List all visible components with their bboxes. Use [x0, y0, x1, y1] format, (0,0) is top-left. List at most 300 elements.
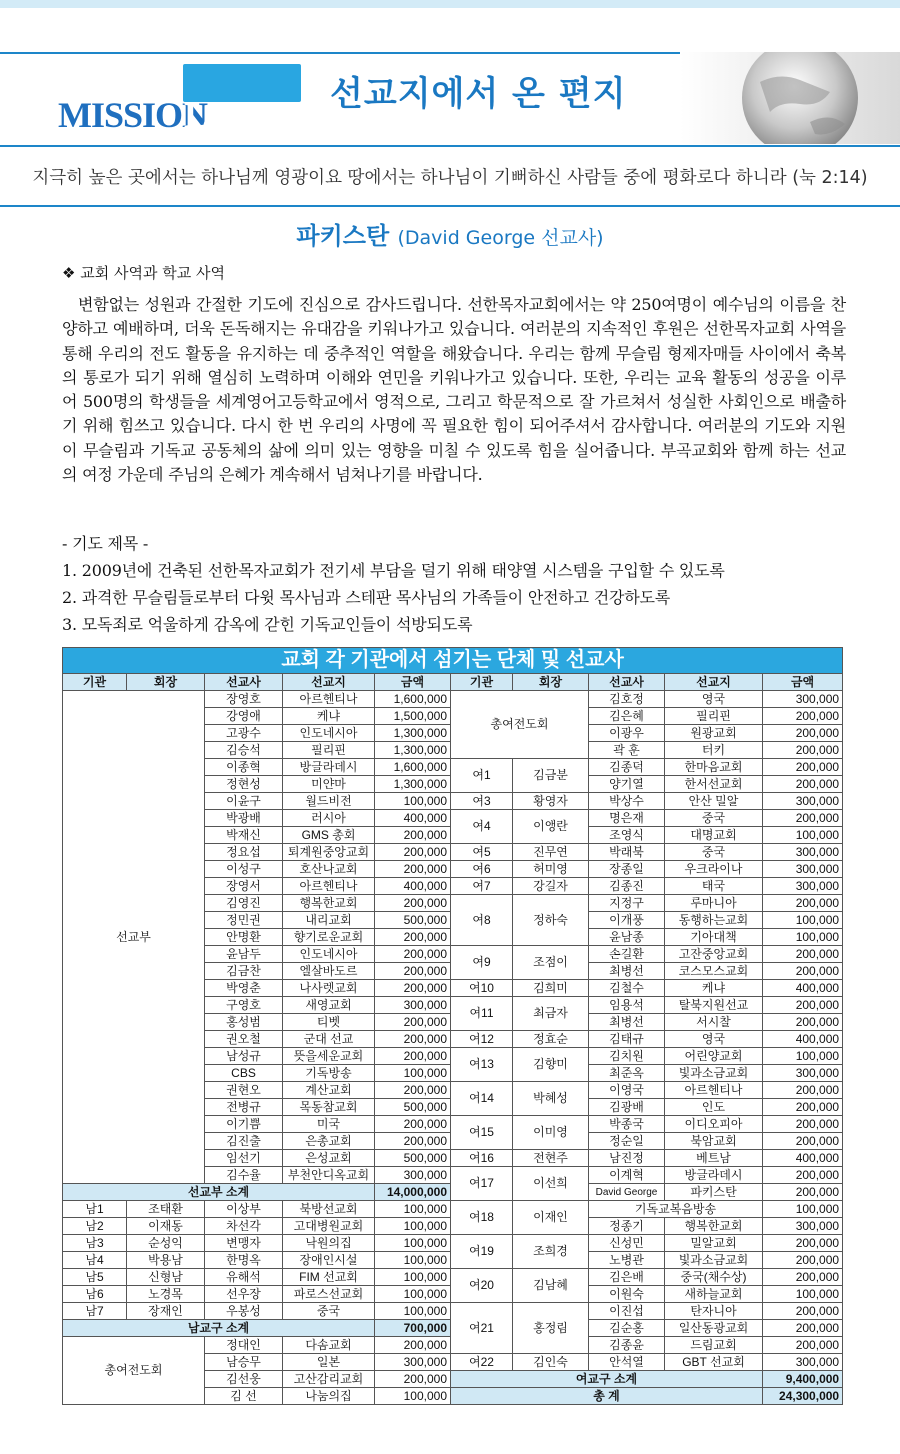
chair-cell: 황영자 [513, 793, 589, 810]
chair-cell: 정하숙 [513, 895, 589, 946]
field-cell: 서시찰 [665, 1014, 763, 1031]
chair-cell: 이재동 [127, 1218, 205, 1235]
field-cell: 한마음교회 [665, 759, 763, 776]
missionary-cell: 이윤구 [205, 793, 283, 810]
amount-cell: 200,000 [763, 1014, 843, 1031]
subtotal-label: 여교구 소계 [451, 1371, 763, 1388]
missionary-cell: 임선기 [205, 1150, 283, 1167]
missionary-cell: 윤남두 [205, 946, 283, 963]
field-cell: 방글라데시 [283, 759, 375, 776]
field-cell: 영국 [665, 1031, 763, 1048]
field-cell: 부천안디옥교회 [283, 1167, 375, 1184]
field-cell: 향기로운교회 [283, 929, 375, 946]
amount-cell: 200,000 [375, 1371, 451, 1388]
amount-cell: 200,000 [763, 946, 843, 963]
amount-cell: 200,000 [763, 810, 843, 827]
table-row [63, 1303, 843, 1320]
missionary-cell: 지정구 [589, 895, 665, 912]
amount-cell: 300,000 [375, 1354, 451, 1371]
missionary-cell: 장영호 [205, 691, 283, 708]
subtotal-amount: 700,000 [375, 1320, 451, 1337]
amount-cell: 200,000 [375, 861, 451, 878]
field-cell: 티벳 [283, 1014, 375, 1031]
missionary-cell: 최병선 [589, 1014, 665, 1031]
amount-cell: 200,000 [763, 1337, 843, 1354]
field-cell: 러시아 [283, 810, 375, 827]
amount-cell: 100,000 [763, 929, 843, 946]
amount-cell: 200,000 [375, 1082, 451, 1099]
amount-cell: 200,000 [375, 1031, 451, 1048]
prayer-item: 2. 과격한 무슬림들로부터 다윗 목사님과 스테판 목사님의 가족들이 안전하고 건강하도록 [62, 588, 671, 607]
missionary-cell: 김태규 [589, 1031, 665, 1048]
missionary-cell: 이진섭 [589, 1303, 665, 1320]
amount-cell: 200,000 [375, 1133, 451, 1150]
amount-cell: 400,000 [763, 1150, 843, 1167]
amount-cell: 300,000 [375, 1167, 451, 1184]
chair-cell: 박용남 [127, 1252, 205, 1269]
chair-cell: 강길자 [513, 878, 589, 895]
amount-cell: 1,500,000 [375, 708, 451, 725]
amount-cell: 300,000 [763, 1354, 843, 1371]
amount-cell: 100,000 [375, 1269, 451, 1286]
org-cell: 여22 [451, 1354, 513, 1371]
chair-cell: 김향미 [513, 1048, 589, 1082]
chair-cell: 박혜성 [513, 1082, 589, 1116]
field-cell: 밀알교회 [665, 1235, 763, 1252]
field-cell: 고대병원교회 [283, 1218, 375, 1235]
missionary-cell: 이종혁 [205, 759, 283, 776]
missionary-cell: 김은배 [589, 1269, 665, 1286]
field-cell: 엘살바도르 [283, 963, 375, 980]
field-cell: 낙원의집 [283, 1235, 375, 1252]
org-cell: 여18 [451, 1201, 513, 1235]
missionary-cell: 박상수 [589, 793, 665, 810]
missionary-cell: 김 선 [205, 1388, 283, 1405]
chair-cell: 신형남 [127, 1269, 205, 1286]
support-table [62, 647, 843, 1405]
amount-cell: 1,300,000 [375, 742, 451, 759]
table-caption-row [63, 648, 843, 674]
missionary-cell: 정종기 [589, 1218, 665, 1235]
chair-cell: 이앵란 [513, 810, 589, 844]
missionary-cell: 김순홍 [589, 1320, 665, 1337]
missionary-cell: 구영호 [205, 997, 283, 1014]
column-header: 선교지 [283, 674, 375, 691]
field-cell: 대명교회 [665, 827, 763, 844]
org-cell: 여8 [451, 895, 513, 946]
field-cell: 어린양교회 [665, 1048, 763, 1065]
total-label: 총 계 [451, 1388, 763, 1405]
amount-cell: 100,000 [375, 1218, 451, 1235]
org-cell: 여17 [451, 1167, 513, 1201]
column-header: 선교사 [589, 674, 665, 691]
missionary-cell: 양기열 [589, 776, 665, 793]
amount-cell: 200,000 [375, 1048, 451, 1065]
missionary-cell: 남성규 [205, 1048, 283, 1065]
field-cell: 기독방송 [283, 1065, 375, 1082]
table-row [63, 1269, 843, 1286]
field-cell: 루마니아 [665, 895, 763, 912]
org-cell: 남2 [63, 1218, 127, 1235]
amount-cell: 100,000 [375, 1235, 451, 1252]
missionary-cell: 김선웅 [205, 1371, 283, 1388]
amount-cell: 1,600,000 [375, 759, 451, 776]
amount-cell: 300,000 [763, 691, 843, 708]
field-cell: 나눔의집 [283, 1388, 375, 1405]
amount-cell: 300,000 [763, 1065, 843, 1082]
org-cell: 여9 [451, 946, 513, 980]
field-cell: 빛과소금교회 [665, 1252, 763, 1269]
amount-cell: 200,000 [375, 963, 451, 980]
field-cell: 기아대책 [665, 929, 763, 946]
field-cell: 원광교회 [665, 725, 763, 742]
column-header: 금액 [763, 674, 843, 691]
field-cell: 내리교회 [283, 912, 375, 929]
column-header: 기관 [63, 674, 127, 691]
missionary-cell: 김승석 [205, 742, 283, 759]
missionary-cell: 변맹자 [205, 1235, 283, 1252]
field-cell: 케냐 [283, 708, 375, 725]
missionary-cell: 박광배 [205, 810, 283, 827]
field-cell: GMS 총회 [283, 827, 375, 844]
top-band [0, 0, 900, 8]
missionary-cell: 정현성 [205, 776, 283, 793]
missionary-cell: 김종덕 [589, 759, 665, 776]
amount-cell: 300,000 [763, 1218, 843, 1235]
column-header: 선교사 [205, 674, 283, 691]
missionary-cell: 유해석 [205, 1269, 283, 1286]
chair-cell: 김금분 [513, 759, 589, 793]
field-cell: 동행하는교회 [665, 912, 763, 929]
field-cell: 중국(채수상) [665, 1269, 763, 1286]
amount-cell: 300,000 [763, 844, 843, 861]
missionary-cell: 김은혜 [589, 708, 665, 725]
missionary-cell: 김광배 [589, 1099, 665, 1116]
field-cell: GBT 선교회 [665, 1354, 763, 1371]
missionary-cell: 안명환 [205, 929, 283, 946]
chair-cell: 이재인 [513, 1201, 589, 1235]
org-cell: 여19 [451, 1235, 513, 1269]
amount-cell: 200,000 [375, 1116, 451, 1133]
amount-cell: 100,000 [763, 1201, 843, 1218]
chair-cell: 이선희 [513, 1167, 589, 1201]
field-cell: 아르헨티나 [665, 1082, 763, 1099]
field-cell: 행복한교회 [283, 895, 375, 912]
field-cell: 필리핀 [283, 742, 375, 759]
missionary-cell: 이계혁 [589, 1167, 665, 1184]
amount-cell: 200,000 [763, 742, 843, 759]
chair-cell: 조태환 [127, 1201, 205, 1218]
missionary-cell: 노병관 [589, 1252, 665, 1269]
amount-cell: 200,000 [375, 1337, 451, 1354]
chair-cell: 허미영 [513, 861, 589, 878]
amount-cell: 100,000 [763, 827, 843, 844]
missionary-cell: 김종진 [589, 878, 665, 895]
amount-cell: 200,000 [763, 1252, 843, 1269]
missionary-cell: 남승무 [205, 1354, 283, 1371]
prayer-item: 1. 2009년에 건축된 선한목자교회가 전기세 부담을 덜기 위해 태양열 시스템을 구입할 수 있도록 [62, 561, 725, 580]
amount-cell: 200,000 [763, 725, 843, 742]
subtotal-label: 선교부 소계 [63, 1184, 375, 1201]
total-amount: 24,300,000 [763, 1388, 843, 1405]
amount-cell: 200,000 [375, 827, 451, 844]
country-heading [0, 216, 900, 251]
amount-cell: 200,000 [763, 1184, 843, 1201]
chair-cell: 노경목 [127, 1286, 205, 1303]
globe-image [680, 52, 900, 144]
amount-cell: 100,000 [375, 1065, 451, 1082]
missionary-cell: 신성민 [589, 1235, 665, 1252]
amount-cell: 400,000 [375, 878, 451, 895]
table-row [63, 1235, 843, 1252]
amount-cell: 300,000 [763, 878, 843, 895]
chair-cell: 정효순 [513, 1031, 589, 1048]
missionary-cell: 전병규 [205, 1099, 283, 1116]
org-cell: 남7 [63, 1303, 127, 1320]
org-cell: 여7 [451, 878, 513, 895]
chair-cell: 김남혜 [513, 1269, 589, 1303]
field-cell: 안산 밀알 [665, 793, 763, 810]
field-cell: 군대 선교 [283, 1031, 375, 1048]
field-cell: 퇴계원중앙교회 [283, 844, 375, 861]
field-cell: 호산나교회 [283, 861, 375, 878]
missionary-cell: 명은재 [589, 810, 665, 827]
amount-cell: 500,000 [375, 1099, 451, 1116]
missionary-cell: 박래북 [589, 844, 665, 861]
field-cell: 기독교복음방송 [589, 1201, 763, 1218]
field-cell: 은성교회 [283, 1150, 375, 1167]
field-cell: 파로스선교회 [283, 1286, 375, 1303]
field-cell: 필리핀 [665, 708, 763, 725]
page-title: 선교지에서 온 편지 [330, 74, 627, 114]
org-cell: 여5 [451, 844, 513, 861]
amount-cell: 200,000 [375, 1014, 451, 1031]
amount-cell: 200,000 [375, 980, 451, 997]
chair-cell: 순성익 [127, 1235, 205, 1252]
missionary-cell: 조영식 [589, 827, 665, 844]
missionary-cell: 한명옥 [205, 1252, 283, 1269]
chair-cell: 전현주 [513, 1150, 589, 1167]
field-cell: 방글라데시 [665, 1167, 763, 1184]
amount-cell: 500,000 [375, 1150, 451, 1167]
missionary-cell: 김호정 [589, 691, 665, 708]
amount-cell: 1,300,000 [375, 776, 451, 793]
org-cell: 여1 [451, 759, 513, 793]
missionary-cell: 안석열 [589, 1354, 665, 1371]
amount-cell: 200,000 [763, 1303, 843, 1320]
org-cell: 남3 [63, 1235, 127, 1252]
field-cell: 다솜교회 [283, 1337, 375, 1354]
org-cell: 여6 [451, 861, 513, 878]
amount-cell: 400,000 [763, 980, 843, 997]
field-cell: 이디오피아 [665, 1116, 763, 1133]
field-cell: 은총교회 [283, 1133, 375, 1150]
subtotal-amount: 14,000,000 [375, 1184, 451, 1201]
missionary-cell: 장영서 [205, 878, 283, 895]
amount-cell: 200,000 [375, 946, 451, 963]
column-header: 선교지 [665, 674, 763, 691]
chair-cell: 최금자 [513, 997, 589, 1031]
field-cell: 파키스탄 [665, 1184, 763, 1201]
missionary-cell: 고광수 [205, 725, 283, 742]
org-cell: 여3 [451, 793, 513, 810]
field-cell: 터키 [665, 742, 763, 759]
missionary-cell: 정민권 [205, 912, 283, 929]
amount-cell: 1,300,000 [375, 725, 451, 742]
missionary-cell: 이성구 [205, 861, 283, 878]
prayer-item: 3. 모독죄로 억울하게 감옥에 갇힌 기독교인들이 석방되도록 [62, 615, 473, 634]
missionary-cell: 차선각 [205, 1218, 283, 1235]
field-cell: 월드비전 [283, 793, 375, 810]
missionary-cell: 이원숙 [589, 1286, 665, 1303]
amount-cell: 300,000 [375, 997, 451, 1014]
missionary-cell: 박재신 [205, 827, 283, 844]
org-cell: 여12 [451, 1031, 513, 1048]
missionary-cell: 김종윤 [589, 1337, 665, 1354]
amount-cell: 100,000 [375, 1388, 451, 1405]
missionary-cell: 김진출 [205, 1133, 283, 1150]
field-cell: 미얀마 [283, 776, 375, 793]
column-header: 회장 [127, 674, 205, 691]
amount-cell: 200,000 [375, 844, 451, 861]
field-cell: 빛과소금교회 [665, 1065, 763, 1082]
amount-cell: 200,000 [763, 1082, 843, 1099]
amount-cell: 200,000 [763, 963, 843, 980]
missionary-cell: 윤남종 [589, 929, 665, 946]
field-cell: FIM 선교회 [283, 1269, 375, 1286]
amount-cell: 1,600,000 [375, 691, 451, 708]
field-cell: 장애인시설 [283, 1252, 375, 1269]
amount-cell: 300,000 [763, 861, 843, 878]
missionary-cell: 이광우 [589, 725, 665, 742]
amount-cell: 100,000 [375, 1303, 451, 1320]
field-cell: 탄자니아 [665, 1303, 763, 1320]
field-cell: 한서선교회 [665, 776, 763, 793]
org-cell: 총여전도회 [451, 691, 589, 759]
field-cell: 고산감리교회 [283, 1371, 375, 1388]
missionary-cell: 임용석 [589, 997, 665, 1014]
field-cell: 인도 [665, 1099, 763, 1116]
column-header: 금액 [375, 674, 451, 691]
amount-cell: 100,000 [763, 1286, 843, 1303]
field-cell: 케냐 [665, 980, 763, 997]
chair-cell: 김인숙 [513, 1354, 589, 1371]
amount-cell: 200,000 [763, 1320, 843, 1337]
field-cell: 코스모스교회 [665, 963, 763, 980]
field-cell: 새영교회 [283, 997, 375, 1014]
amount-cell: 200,000 [375, 895, 451, 912]
field-cell: 중국 [665, 810, 763, 827]
org-cell: 남5 [63, 1269, 127, 1286]
amount-cell: 100,000 [763, 1048, 843, 1065]
field-cell: 영국 [665, 691, 763, 708]
amount-cell: 100,000 [375, 1286, 451, 1303]
amount-cell: 100,000 [763, 912, 843, 929]
amount-cell: 200,000 [763, 759, 843, 776]
amount-cell: 200,000 [763, 997, 843, 1014]
org-cell: 남6 [63, 1286, 127, 1303]
amount-cell: 400,000 [375, 810, 451, 827]
missionary-cell: 이기쁨 [205, 1116, 283, 1133]
missionary-cell: 박종국 [589, 1116, 665, 1133]
field-cell: 일본 [283, 1354, 375, 1371]
org-cell: 여11 [451, 997, 513, 1031]
amount-cell: 200,000 [763, 1269, 843, 1286]
field-cell: 드림교회 [665, 1337, 763, 1354]
missionary-cell: 권현오 [205, 1082, 283, 1099]
amount-cell: 200,000 [763, 1116, 843, 1133]
chair-cell: 홍정림 [513, 1303, 589, 1354]
section-title: ❖ 교회 사역과 학교 사역 [62, 264, 225, 282]
missionary-cell: 권오철 [205, 1031, 283, 1048]
field-cell: 행복한교회 [665, 1218, 763, 1235]
field-cell: 태국 [665, 878, 763, 895]
missionary-cell: 정대인 [205, 1337, 283, 1354]
logo-letter: LETTER [184, 95, 325, 135]
field-cell: 목동참교회 [283, 1099, 375, 1116]
org-cell: 여20 [451, 1269, 513, 1303]
missionary-cell: 선우장 [205, 1286, 283, 1303]
missionary-cell: 이상부 [205, 1201, 283, 1218]
amount-cell: 200,000 [763, 895, 843, 912]
missionary-cell: 박영춘 [205, 980, 283, 997]
missionary-cell: 최병선 [589, 963, 665, 980]
amount-cell: 200,000 [763, 1099, 843, 1116]
chair-cell: 조점이 [513, 946, 589, 980]
field-cell: 중국 [283, 1303, 375, 1320]
chair-cell: 이미영 [513, 1116, 589, 1150]
bible-verse: 지극히 높은 곳에서는 하나님께 영광이요 땅에서는 하나님이 기뻐하신 사람들 중에 평화로다 하니라 (눅 2:14) [0, 145, 900, 207]
missionary-cell: 김영진 [205, 895, 283, 912]
table-row [63, 691, 843, 708]
field-cell: 계산교회 [283, 1082, 375, 1099]
missionary-cell: 정요섭 [205, 844, 283, 861]
missionary-cell: 손길환 [589, 946, 665, 963]
column-header: 회장 [513, 674, 589, 691]
org-cell: 여10 [451, 980, 513, 997]
missionary-cell: 최준옥 [589, 1065, 665, 1082]
country-name: 파키스탄 [296, 222, 390, 250]
missionary-cell: CBS [205, 1065, 283, 1082]
amount-cell: 200,000 [763, 1235, 843, 1252]
field-cell: 북방선교회 [283, 1201, 375, 1218]
amount-cell: 200,000 [375, 929, 451, 946]
org-cell: 여16 [451, 1150, 513, 1167]
missionary-cell: 강영애 [205, 708, 283, 725]
field-cell: 고잔중앙교회 [665, 946, 763, 963]
amount-cell: 100,000 [375, 1252, 451, 1269]
amount-cell: 200,000 [763, 708, 843, 725]
missionary-cell: 홍성범 [205, 1014, 283, 1031]
org-cell: 선교부 [63, 691, 205, 1184]
org-cell: 여13 [451, 1048, 513, 1082]
missionary-cell: 김수율 [205, 1167, 283, 1184]
missionary-cell: 정순일 [589, 1133, 665, 1150]
amount-cell: 400,000 [763, 1031, 843, 1048]
amount-cell: 100,000 [375, 1201, 451, 1218]
field-cell: 인도네시아 [283, 946, 375, 963]
org-cell: 남4 [63, 1252, 127, 1269]
table-row [63, 1201, 843, 1218]
amount-cell: 200,000 [763, 1167, 843, 1184]
table-header-row [63, 674, 843, 691]
org-cell: 여4 [451, 810, 513, 844]
subtotal-amount: 9,400,000 [763, 1371, 843, 1388]
letter-paragraph: 변함없는 성원과 간절한 기도에 진심으로 감사드립니다. 선한목자교회에서는 약 250여명이 예수님의 이름을 찬양하고 예배하며, 더욱 돈독해지는 유대감을 키워나가고 있습니다. 여러분의 지속적인 후원은 선한목자교회 사역을 통해 우리의 전도 활동을 유지하는 데 중추적인 역할을 해왔습니다. 우리는 함께 무슬림 형제자매들 사이에서 축복의 통로가 되기 위해 열심히 노력하며 이해와 연민을 키워나가고 있습니다. 또한, 우리는 교육 활동의 성공을 이루어 500명의 학생들을 세계영어고등학교에서 영적으로, 그리고 학문적으로 잘 가르쳐서 성실한 사회인으로 배출하기 위해 힘쓰고 있습니다. 다시 한 번 우리의 사명에 꼭 필요한 힘이 되어주셔서 감사합니다. 여러분의 기도와 지원이 무슬림과 기독교 공동체의 삶에 의미 있는 영향을 미칠 수 있도록 힘을 실어줍니다. 부곡교회와 함께 하는 선교의 여정 가운데 주님의 은혜가 계속해서 넘쳐나기를 바랍니다. [62, 295, 846, 485]
column-header: 기관 [451, 674, 513, 691]
amount-cell: 300,000 [763, 793, 843, 810]
missionary-cell: 남진정 [589, 1150, 665, 1167]
